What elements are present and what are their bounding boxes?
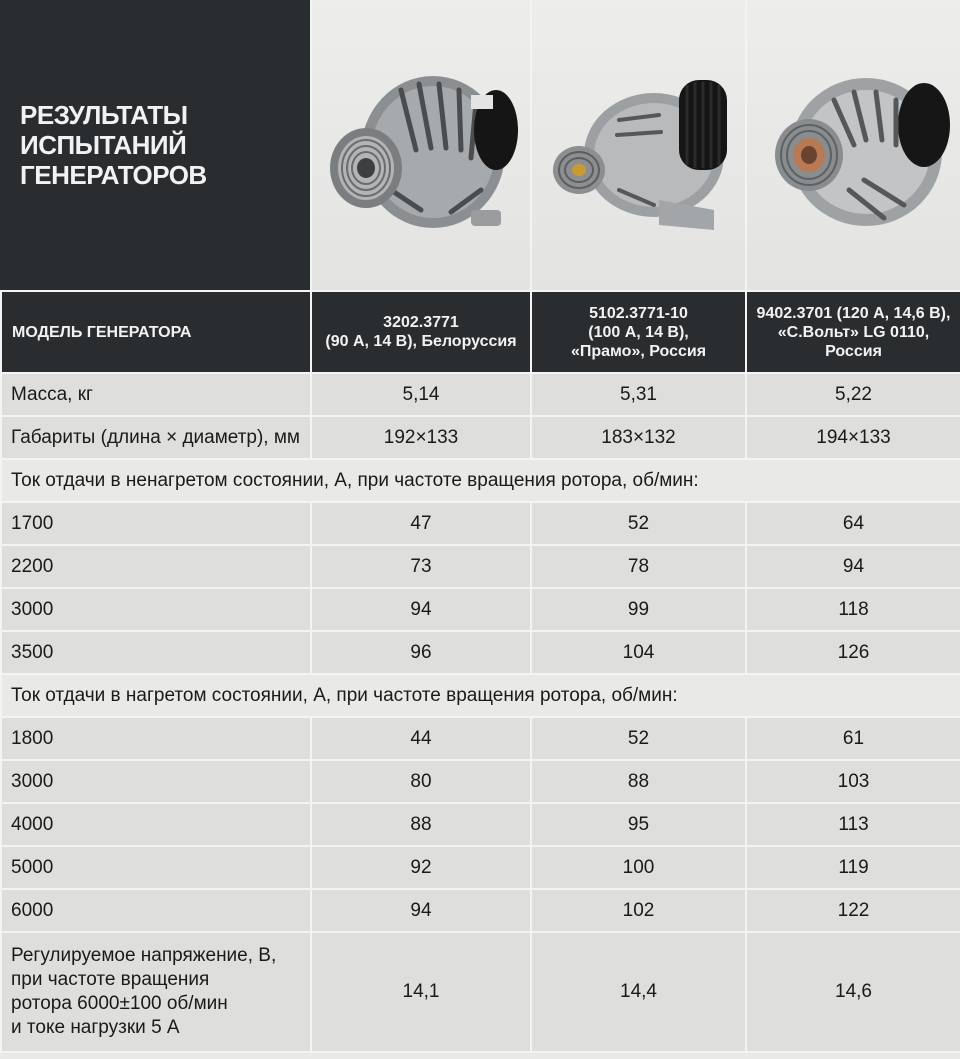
model-3-header — [746, 291, 960, 373]
alternator-photo-icon — [321, 40, 521, 250]
mass-value-1: 5,14 — [311, 373, 531, 416]
table-row — [1, 502, 960, 545]
voltage-row — [1, 932, 960, 1052]
table-row — [1, 631, 960, 674]
model-header-label: МОДЕЛЬ ГЕНЕРАТОРА — [1, 291, 311, 373]
mass-value-2: 5,31 — [531, 373, 746, 416]
model-1-line-2: (90 А, 14 В), Белоруссия — [325, 333, 517, 350]
dims-value-3: 194×133 — [746, 416, 960, 459]
current-value: 73 — [311, 545, 531, 588]
alternator-photo-icon — [539, 40, 739, 250]
current-value: 94 — [311, 889, 531, 932]
title-panel — [0, 0, 310, 290]
current-value: 104 — [531, 631, 746, 674]
table-row — [1, 588, 960, 631]
current-value: 96 — [311, 631, 531, 674]
mass-label: Масса, кг — [1, 373, 311, 416]
dims-value-2: 183×132 — [531, 416, 746, 459]
table-row — [1, 760, 960, 803]
hot-section-row — [1, 674, 960, 717]
current-value: 80 — [311, 760, 531, 803]
rpm-label: 5000 — [1, 846, 311, 889]
rpm-label: 2200 — [1, 545, 311, 588]
table-row — [1, 803, 960, 846]
rpm-label: 4000 — [1, 803, 311, 846]
model-2-header — [531, 291, 746, 373]
rpm-label: 1700 — [1, 502, 311, 545]
table-row — [1, 889, 960, 932]
generator-photo-2 — [530, 0, 745, 290]
hot-section-label: Ток отдачи в нагретом состоянии, А, при частоте вращения ротора, об/мин: — [1, 674, 960, 717]
dims-row — [1, 416, 960, 459]
current-value: 52 — [531, 717, 746, 760]
cold-section-label: Ток отдачи в ненагретом состоянии, А, при частоте вращения ротора, об/мин: — [1, 459, 960, 502]
current-value: 113 — [746, 803, 960, 846]
alternator-photo-icon — [754, 40, 954, 250]
results-table — [0, 290, 960, 1053]
current-value: 44 — [311, 717, 531, 760]
voltage-label-line-4: и токе нагрузки 5 А — [11, 1017, 180, 1038]
current-value: 64 — [746, 502, 960, 545]
voltage-label — [1, 932, 311, 1052]
dims-value-1: 192×133 — [311, 416, 531, 459]
voltage-value-1: 14,1 — [311, 932, 531, 1052]
current-value: 99 — [531, 588, 746, 631]
model-2-line-3: «Прамо», Россия — [570, 342, 707, 360]
current-value: 119 — [746, 846, 960, 889]
current-value: 126 — [746, 631, 960, 674]
current-value: 95 — [531, 803, 746, 846]
voltage-label-line-2: при частоте вращения — [11, 969, 210, 990]
dims-label: Габариты (длина × диаметр), мм — [1, 416, 311, 459]
voltage-value-2: 14,4 — [531, 932, 746, 1052]
current-value: 103 — [746, 760, 960, 803]
current-value: 47 — [311, 502, 531, 545]
current-value: 52 — [531, 502, 746, 545]
current-value: 88 — [311, 803, 531, 846]
page-title-line-1: РЕЗУЛЬТАТЫ — [20, 100, 188, 130]
current-value: 118 — [746, 588, 960, 631]
current-value: 61 — [746, 717, 960, 760]
model-3-line-3: Россия — [825, 342, 882, 360]
current-value: 122 — [746, 889, 960, 932]
rpm-label: 6000 — [1, 889, 311, 932]
mass-row — [1, 373, 960, 416]
model-3-line-1: 9402.3701 (120 А, 14,6 В), — [756, 304, 951, 322]
voltage-label-line-3: ротора 6000±100 об/мин — [11, 993, 228, 1014]
rpm-label: 3000 — [1, 760, 311, 803]
table-row — [1, 545, 960, 588]
voltage-value-3: 14,6 — [746, 932, 960, 1052]
table-row — [1, 846, 960, 889]
current-value: 88 — [531, 760, 746, 803]
model-1-header — [311, 291, 531, 373]
current-value: 102 — [531, 889, 746, 932]
page-title-line-2: ИСПЫТАНИЙ — [20, 130, 187, 160]
current-value: 94 — [311, 588, 531, 631]
model-2-line-1: 5102.3771-10 — [589, 304, 688, 322]
model-2-line-2: (100 А, 14 В), — [588, 323, 689, 341]
generator-photo-1 — [310, 0, 530, 290]
mass-value-3: 5,22 — [746, 373, 960, 416]
model-header-row — [1, 291, 960, 373]
generator-photo-3 — [745, 0, 960, 290]
current-value: 94 — [746, 545, 960, 588]
header-strip — [0, 0, 960, 290]
current-value: 92 — [311, 846, 531, 889]
table-row — [1, 717, 960, 760]
page-title-line-3: ГЕНЕРАТОРОВ — [20, 160, 207, 190]
model-3-line-2: «С.Вольт» LG 0110, — [777, 323, 930, 341]
rpm-label: 3000 — [1, 588, 311, 631]
current-value: 78 — [531, 545, 746, 588]
voltage-label-line-1: Регулируемое напряжение, В, — [11, 945, 277, 966]
current-value: 100 — [531, 846, 746, 889]
cold-section-row — [1, 459, 960, 502]
rpm-label: 1800 — [1, 717, 311, 760]
rpm-label: 3500 — [1, 631, 311, 674]
model-1-line-1: 3202.3771 — [383, 314, 459, 331]
